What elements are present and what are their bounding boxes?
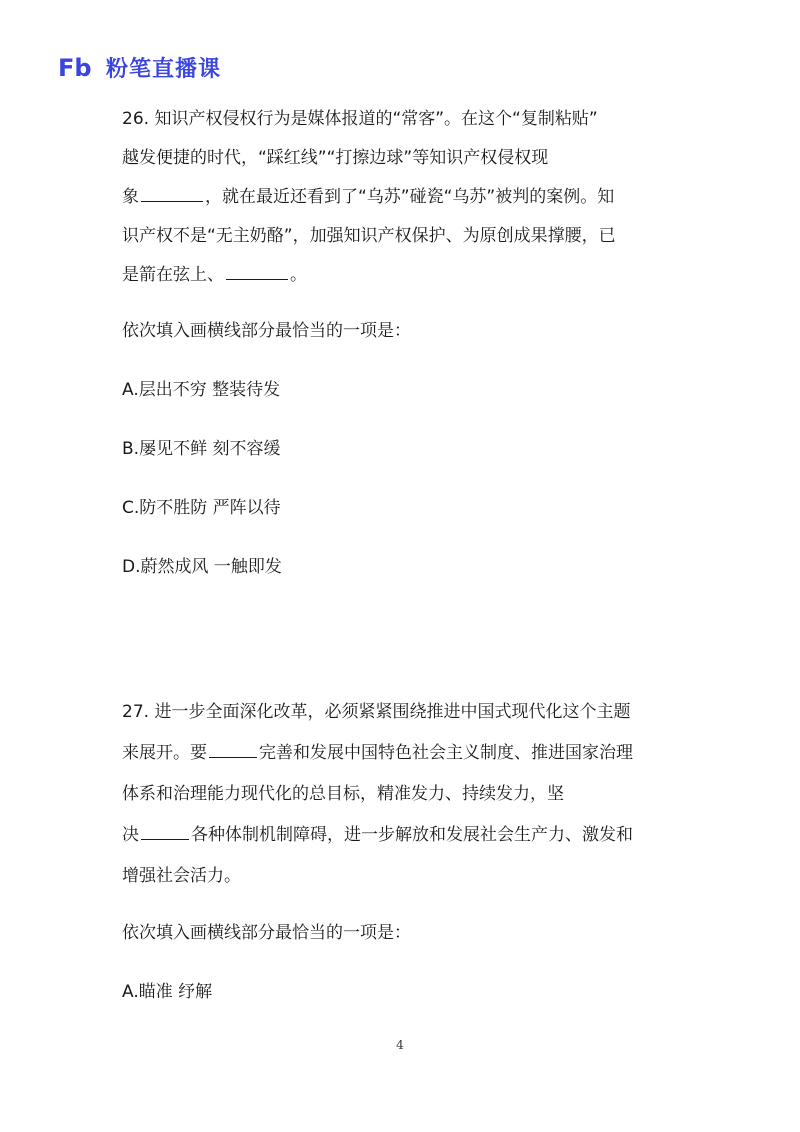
question-text-fragment: 决 [122,825,139,845]
question-text-line [122,815,682,856]
question-text-line: 识产权不是“无主奶酪”，加强知识产权保护、为原创成果撑腰，已 [122,226,616,246]
question-text-fragment: 。 [290,265,307,285]
question-text-fragment: 象 [122,187,139,207]
question-27 [122,692,682,1012]
question-text-fragment: 是箭在弦上、 [122,265,224,285]
question-text-line: 27. 进一步全面深化改革，必须紧紧围绕推进中国式现代化这个主题 [122,702,631,722]
question-text-fragment: ，就在最近还看到了“乌苏”碰瓷“乌苏”被判的案例。知 [205,187,615,207]
question-text-line: 越发便捷的时代，“踩红线”“打擦边球”等知识产权侵权现 [122,148,549,168]
option-b: B.屡见不鲜 刻不容缓 [122,439,281,459]
page-header [58,52,221,82]
fenbi-logo-icon [58,54,98,80]
fill-blank-1 [141,183,203,202]
fill-blank-2 [141,821,189,840]
question-prompt: 依次填入画横线部分最恰当的一项是： [122,321,411,341]
question-text-fragment: 各种体制机制障碍，进一步解放和发展社会生产力、激发和 [191,825,633,845]
question-26 [122,100,682,587]
question-text-line: 26. 知识产权侵权行为是媒体报道的“常客”。在这个“复制粘贴” [122,109,598,129]
question-prompt: 依次填入画横线部分最恰当的一项是： [122,923,411,943]
page-number: 4 [396,1038,404,1052]
fill-blank-2 [226,261,288,280]
question-text-line: 体系和治理能力现代化的总目标，精准发力、持续发力，坚 [122,784,564,804]
svg-text:Fb: Fb [58,54,92,80]
brand-name: 粉笔直播课 [106,56,222,82]
question-text-fragment: 完善和发展中国特色社会主义制度、推进国家治理 [259,743,633,763]
fill-blank-1 [209,739,257,758]
question-text-fragment: 来展开。要 [122,743,207,763]
option-d: D.蔚然成风 一触即发 [122,557,282,577]
question-text-line [122,178,682,217]
option-a: A.层出不穷 整装待发 [122,380,281,400]
option-a: A.瞄准 纾解 [122,982,213,1002]
option-c: C.防不胜防 严阵以待 [122,498,281,518]
question-text-line: 增强社会活力。 [122,866,241,886]
question-text-line [122,256,682,295]
question-text-line [122,733,682,774]
